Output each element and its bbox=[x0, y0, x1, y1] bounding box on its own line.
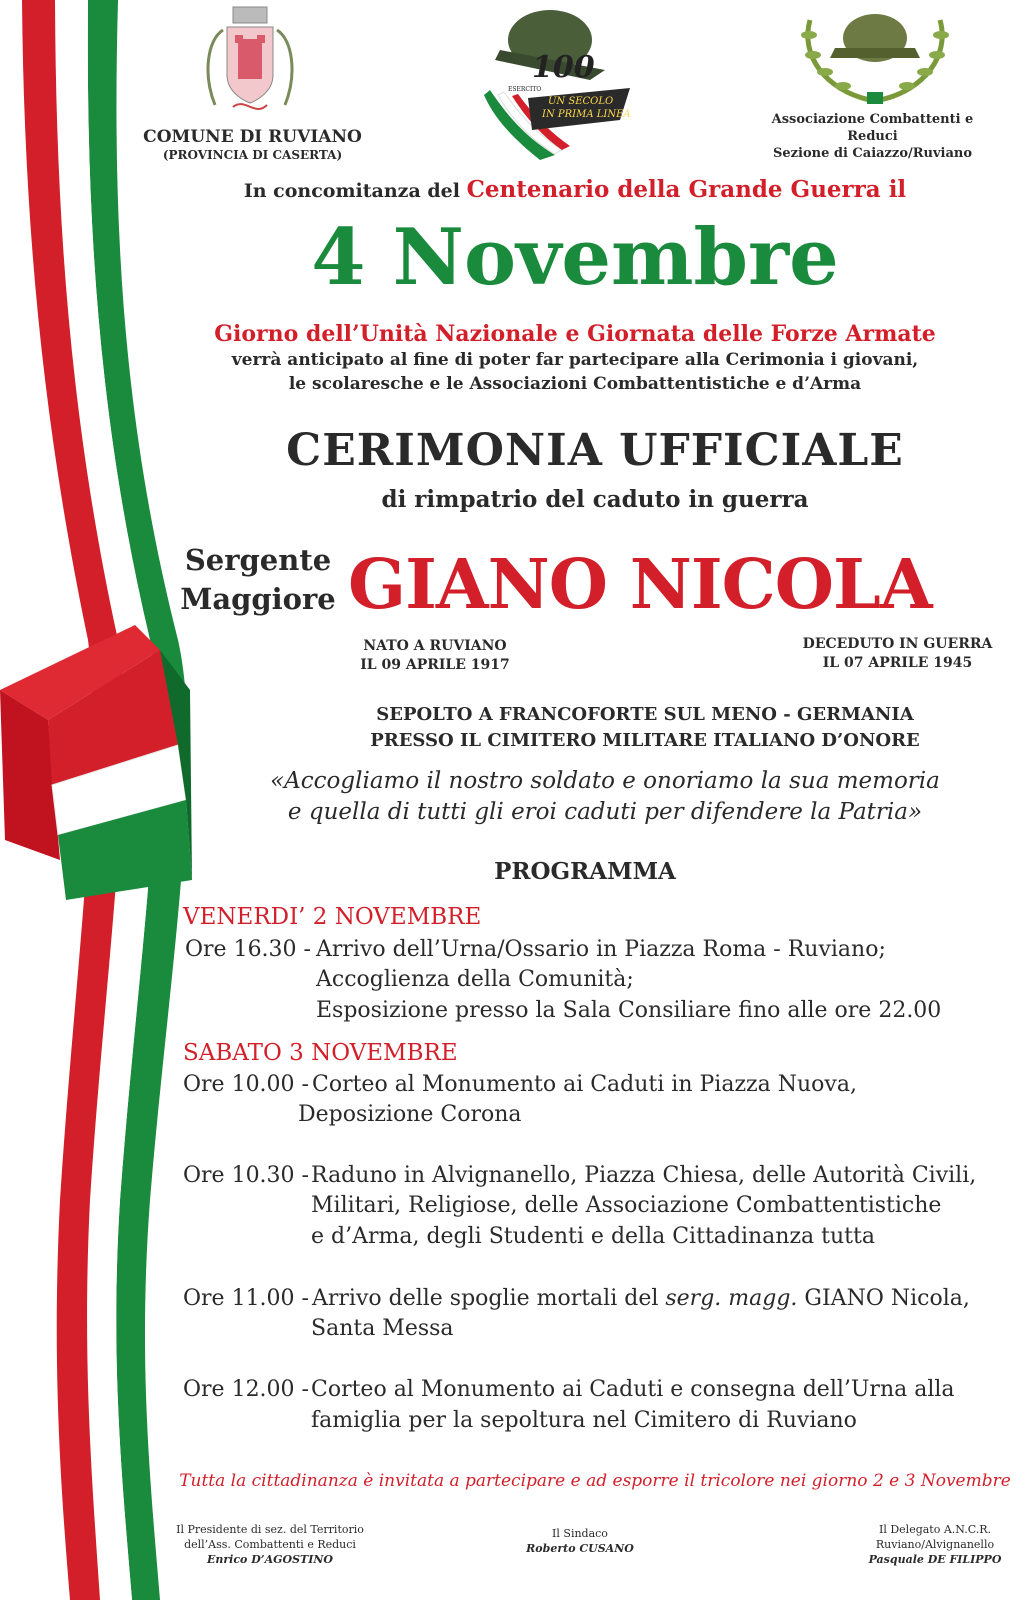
footer-left-line2: dell’Ass. Combattenti e Reduci bbox=[184, 1538, 356, 1551]
logo-line2: IN PRIMA LINEA bbox=[542, 109, 631, 120]
rank-line2: Maggiore bbox=[180, 582, 336, 616]
born-line1: NATO A RUVIANO bbox=[363, 638, 507, 654]
quote-line1: «Accogliamo il nostro soldato e onoriamo la sua memoria bbox=[270, 768, 940, 794]
soldier-name: GIANO NICOLA bbox=[348, 545, 932, 625]
desc-line1: verrà anticipato al fine di poter far partecipare alla Cerimonia i giovani, bbox=[231, 350, 919, 370]
footer-left-name: Enrico D’AGOSTINO bbox=[206, 1553, 333, 1566]
centenario-logo bbox=[470, 0, 640, 170]
assoc-line3: Sezione di Caiazzo/Ruviano bbox=[772, 146, 973, 161]
intro-highlight: Centenario della Grande Guerra il bbox=[466, 176, 907, 203]
buried-line2: PRESSO IL CIMITERO MILITARE ITALIANO D’ONORE bbox=[370, 730, 920, 751]
day1-line-2: Accoglienza della Comunità; bbox=[316, 967, 634, 992]
footer-right-line1: Il Delegato A.N.C.R. bbox=[878, 1523, 991, 1536]
programma-title: PROGRAMMA bbox=[494, 858, 676, 885]
intro-line bbox=[170, 176, 980, 203]
ceremony-sub: di rimpatrio del caduto in guerra bbox=[381, 486, 809, 513]
day1-line-1: Arrivo dell’Urna/Ossario in Piazza Roma - Ruviano; bbox=[316, 937, 886, 962]
event3-line-2: Santa Messa bbox=[311, 1316, 454, 1341]
died-line2: IL 07 APRILE 1945 bbox=[822, 655, 973, 671]
event3-pre: Arrivo delle spoglie mortali del bbox=[312, 1286, 666, 1311]
event3-italic: serg. magg. bbox=[665, 1286, 798, 1311]
footer-right-line2: Ruviano/Alvignanello bbox=[875, 1538, 995, 1551]
ceremony-title: CERIMONIA UFFICIALE bbox=[286, 425, 904, 476]
event4-line-1: Corteo al Monumento ai Caduti e consegna dell’Urna alla bbox=[311, 1377, 955, 1402]
event3-line-1 bbox=[312, 1286, 970, 1311]
day1-time: Ore 16.30 - bbox=[185, 937, 311, 962]
event1-line-1: Corteo al Monumento ai Caduti in Piazza Nuova, bbox=[312, 1072, 857, 1097]
subtitle: Giorno dell’Unità Nazionale e Giornata delle Forze Armate bbox=[214, 321, 936, 347]
buried-line1: SEPOLTO A FRANCOFORTE SUL MENO - GERMANIA bbox=[376, 704, 914, 725]
comune-name: COMUNE DI RUVIANO bbox=[143, 127, 362, 147]
event3-time: Ore 11.00 - bbox=[183, 1286, 309, 1311]
footer-right-name: Pasquale DE FILIPPO bbox=[868, 1553, 1002, 1566]
laurel-helmet-icon bbox=[795, 0, 955, 110]
day1-title: VENERDI’ 2 NOVEMBRE bbox=[183, 904, 482, 930]
assoc-line2: Reduci bbox=[847, 129, 898, 144]
logo-100-text: 100 bbox=[532, 50, 595, 85]
event4-line-2: famiglia per la sepoltura nel Cimitero di Ruviano bbox=[311, 1408, 857, 1433]
born-line2: IL 09 APRILE 1917 bbox=[360, 657, 510, 673]
assoc-line1: Associazione Combattenti e bbox=[771, 112, 974, 127]
event1-line-2: Deposizione Corona bbox=[298, 1102, 522, 1127]
footer-left-line1: Il Presidente di sez. del Territorio bbox=[176, 1523, 364, 1536]
rank-line1: Sergente bbox=[184, 543, 332, 577]
desc-line2: le scolaresche e le Associazioni Combattentistiche e d’Arma bbox=[288, 374, 862, 394]
died-line1: DECEDUTO IN GUERRA bbox=[802, 636, 993, 652]
logo-line1: UN SECOLO bbox=[548, 96, 614, 107]
event2-line-2: Militari, Religiose, delle Associazione Combattentistiche bbox=[311, 1193, 942, 1218]
date-title: 4 Novembre bbox=[311, 212, 839, 303]
event2-time: Ore 10.30 - bbox=[183, 1163, 309, 1188]
comune-coat-of-arms-icon bbox=[205, 5, 295, 120]
logo-esercito: ESERCITO bbox=[508, 86, 542, 93]
footer-mid-line1: Il Sindaco bbox=[552, 1527, 608, 1540]
comune-province: (PROVINCIA DI CASERTA) bbox=[162, 148, 343, 162]
intro-prefix: In concomitanza del bbox=[243, 180, 467, 202]
quote-line2: e quella di tutti gli eroi caduti per difendere la Patria» bbox=[287, 799, 923, 825]
footer-mid-name: Roberto CUSANO bbox=[526, 1542, 634, 1555]
day2-title: SABATO 3 NOVEMBRE bbox=[183, 1040, 458, 1066]
event4-time: Ore 12.00 - bbox=[183, 1377, 309, 1402]
day1-line-3: Esposizione presso la Sala Consiliare fino alle ore 22.00 bbox=[316, 998, 942, 1023]
invite-line: Tutta la cittadinanza è invitata a partecipare e ad esporre il tricolore nei giorno 2 e 3 Novembre bbox=[179, 1471, 1011, 1491]
helmet-100-icon bbox=[470, 0, 640, 170]
event2-line-1: Raduno in Alvignanello, Piazza Chiesa, delle Autorità Civili, bbox=[311, 1163, 977, 1188]
event1-time: Ore 10.00 - bbox=[183, 1072, 309, 1097]
event2-line-3: e d’Arma, degli Studenti e della Cittadinanza tutta bbox=[311, 1224, 875, 1249]
event3-post: GIANO Nicola, bbox=[797, 1286, 970, 1311]
